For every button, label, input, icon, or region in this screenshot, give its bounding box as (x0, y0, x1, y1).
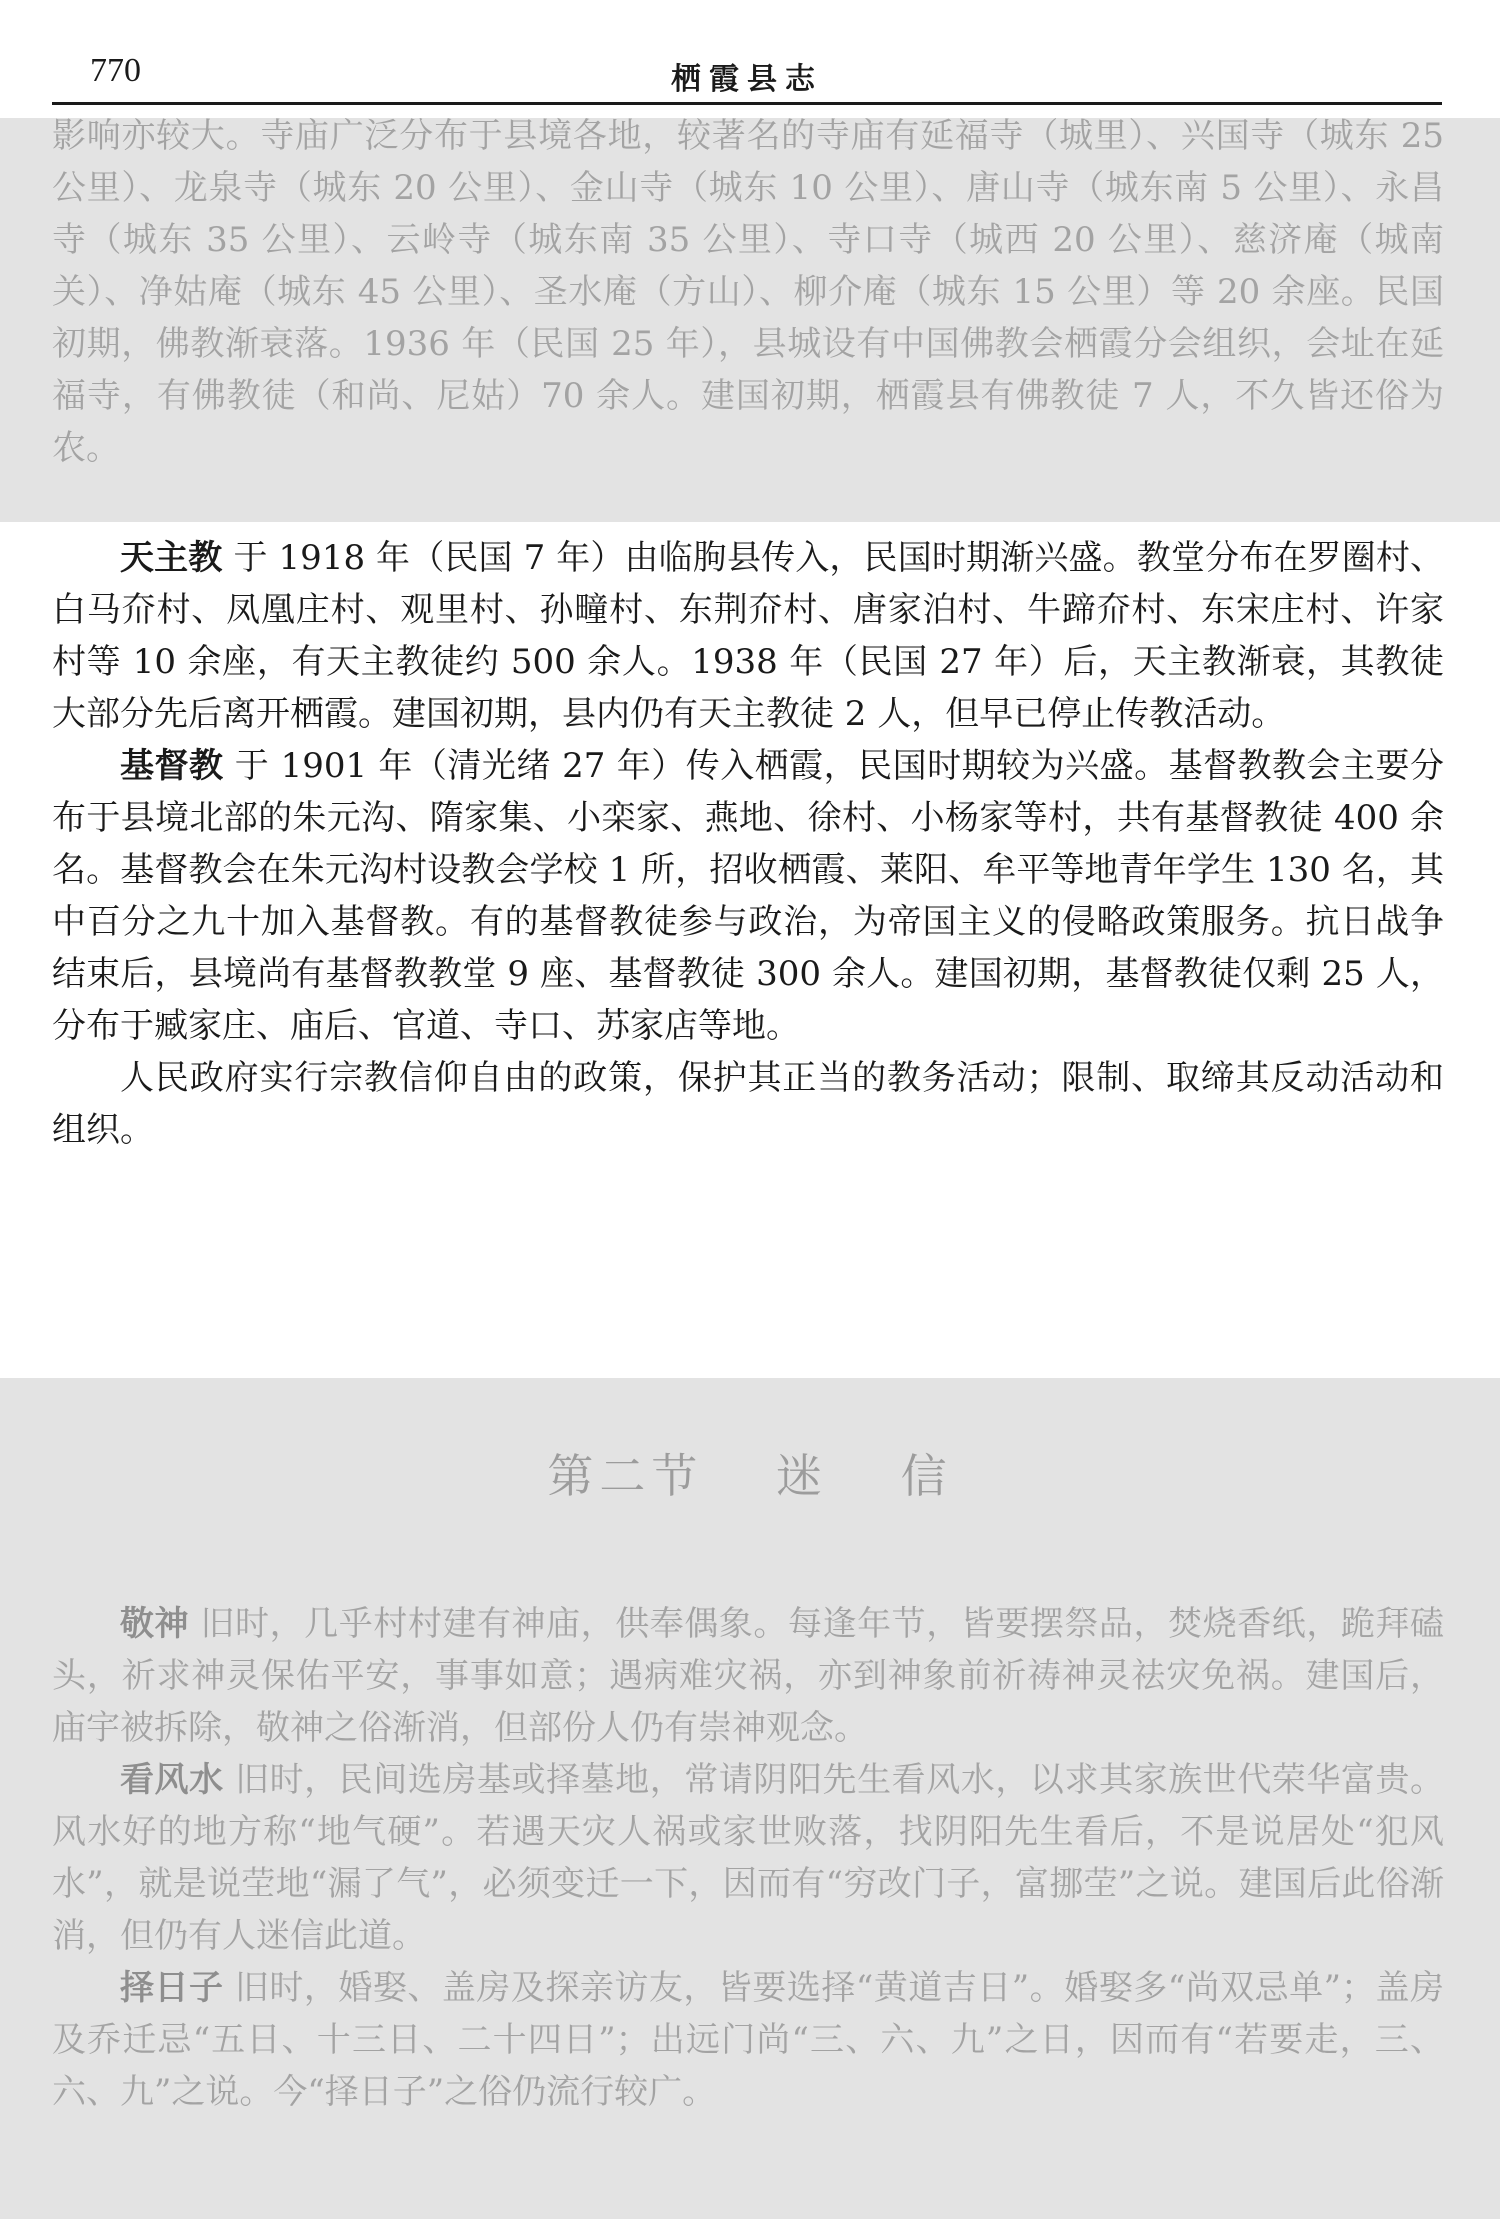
catholic-term: 天主教 (120, 538, 223, 578)
page-header (52, 40, 1442, 105)
superstition-item-worship (52, 1598, 1444, 1754)
catholic-paragraph (52, 532, 1444, 740)
policy-paragraph: 人民政府实行宗教信仰自由的政策，保护其正当的教务活动；限制、取缔其反动活动和组织。 (52, 1058, 1444, 1150)
superstition-desc: 旧时，婚娶、盖房及探亲访友，皆要选择“黄道吉日”。婚娶多“尚双忌单”；盖房及乔迁忌“五日、十三日、二十四日”；出远门尚“三、六、九”之日，因而有“若要走，三、六、九”之说。今“择日子”之俗仍流行较广。 (52, 1968, 1444, 2112)
superstition-desc: 旧时，民间选房基或择墓地，常请阴阳先生看风水，以求其家族世代荣华富贵。风水好的地方称“地气硬”。若遇天灾人祸或家世败落，找阴阳先生看后，不是说居处“犯风水”，就是说茔地“漏了气”，必须变迁一下，因而有“穷改门子，富挪茔”之说。建国后此俗渐消，但仍有人迷信此道。 (52, 1760, 1445, 1956)
section-title-part-2: 信 (900, 1449, 953, 1503)
section-number: 第二节 (547, 1449, 704, 1503)
religion-main-text (52, 532, 1444, 1156)
running-title: 栖霞县志 (671, 62, 823, 97)
page-number: 770 (90, 52, 141, 89)
catholic-text: 于 1918 年（民国 7 年）由临朐县传入，民国时期渐兴盛。教堂分布在罗圈村、白马夼村、凤凰庄村、观里村、孙疃村、东荆夼村、唐家泊村、牛蹄夼村、东宋庄村、许家村等 10 余座，有天主教徒约 500 余人。1938 年（民国 27 年）后，天主教渐衰，其教徒大部分先后离开栖霞。建国初期，县内仍有天主教徒 2 人，但早已停止传教活动。 (52, 538, 1445, 734)
superstition-desc: 旧时，几乎村村建有神庙，供奉偶象。每逢年节，皆要摆祭品，焚烧香纸，跪拜磕头，祈求神灵保佑平安，事事如意；遇病难灾祸，亦到神象前祈祷神灵祛灾免祸。建国后，庙宇被拆除，敬神之俗渐消，但部份人仍有崇神观念。 (52, 1604, 1445, 1748)
christian-term: 基督教 (120, 746, 224, 786)
superstition-item-date (52, 1962, 1444, 2118)
superstition-term: 择日子 (120, 1968, 224, 2008)
superstition-term: 看风水 (120, 1760, 224, 1800)
superstition-text (52, 1598, 1444, 2118)
section-heading (0, 1440, 1500, 1506)
buddhism-paragraph: 影响亦较大。寺庙广泛分布于县境各地，较著名的寺庙有延福寺（城里）、兴国寺（城东 25 公里）、龙泉寺（城东 20 公里）、金山寺（城东 10 公里）、唐山寺（城东南 5 公里）、永昌寺（城东 35 公里）、云岭寺（城东南 35 公里）、寺口寺（城西 20 公里）、慈济庵（城南关）、净姑庵（城东 45 公里）、圣水庵（方山）、柳介庵（城东 15 公里）等 20 余座。民国初期，佛教渐衰落。1936 年（民国 25 年），县城设有中国佛教会栖霞分会组织，会址在延福寺，有佛教徒（和尚、尼姑）70 余人。建国初期，栖霞县有佛教徒 7 人，不久皆还俗为农。 (52, 116, 1444, 468)
buddhism-continuation (52, 110, 1444, 474)
christian-paragraph (52, 740, 1444, 1052)
superstition-item-fengshui (52, 1754, 1444, 1962)
superstition-term: 敬神 (120, 1604, 190, 1644)
christian-text: 于 1901 年（清光绪 27 年）传入栖霞，民国时期较为兴盛。基督教教会主要分布于县境北部的朱元沟、隋家集、小栾家、燕地、徐村、小杨家等村，共有基督教徒 400 余名。基督教会在朱元沟村设教会学校 1 所，招收栖霞、莱阳、牟平等地青年学生 130 名，其中百分之九十加入基督教。有的基督教徒参与政治，为帝国主义的侵略政策服务。抗日战争结束后，县境尚有基督教教堂 9 座、基督教徒 300 余人。建国初期，基督教徒仅剩 25 人，分布于臧家庄、庙后、官道、寺口、苏家店等地。 (52, 746, 1445, 1046)
section-title-part-1: 迷 (776, 1449, 828, 1503)
